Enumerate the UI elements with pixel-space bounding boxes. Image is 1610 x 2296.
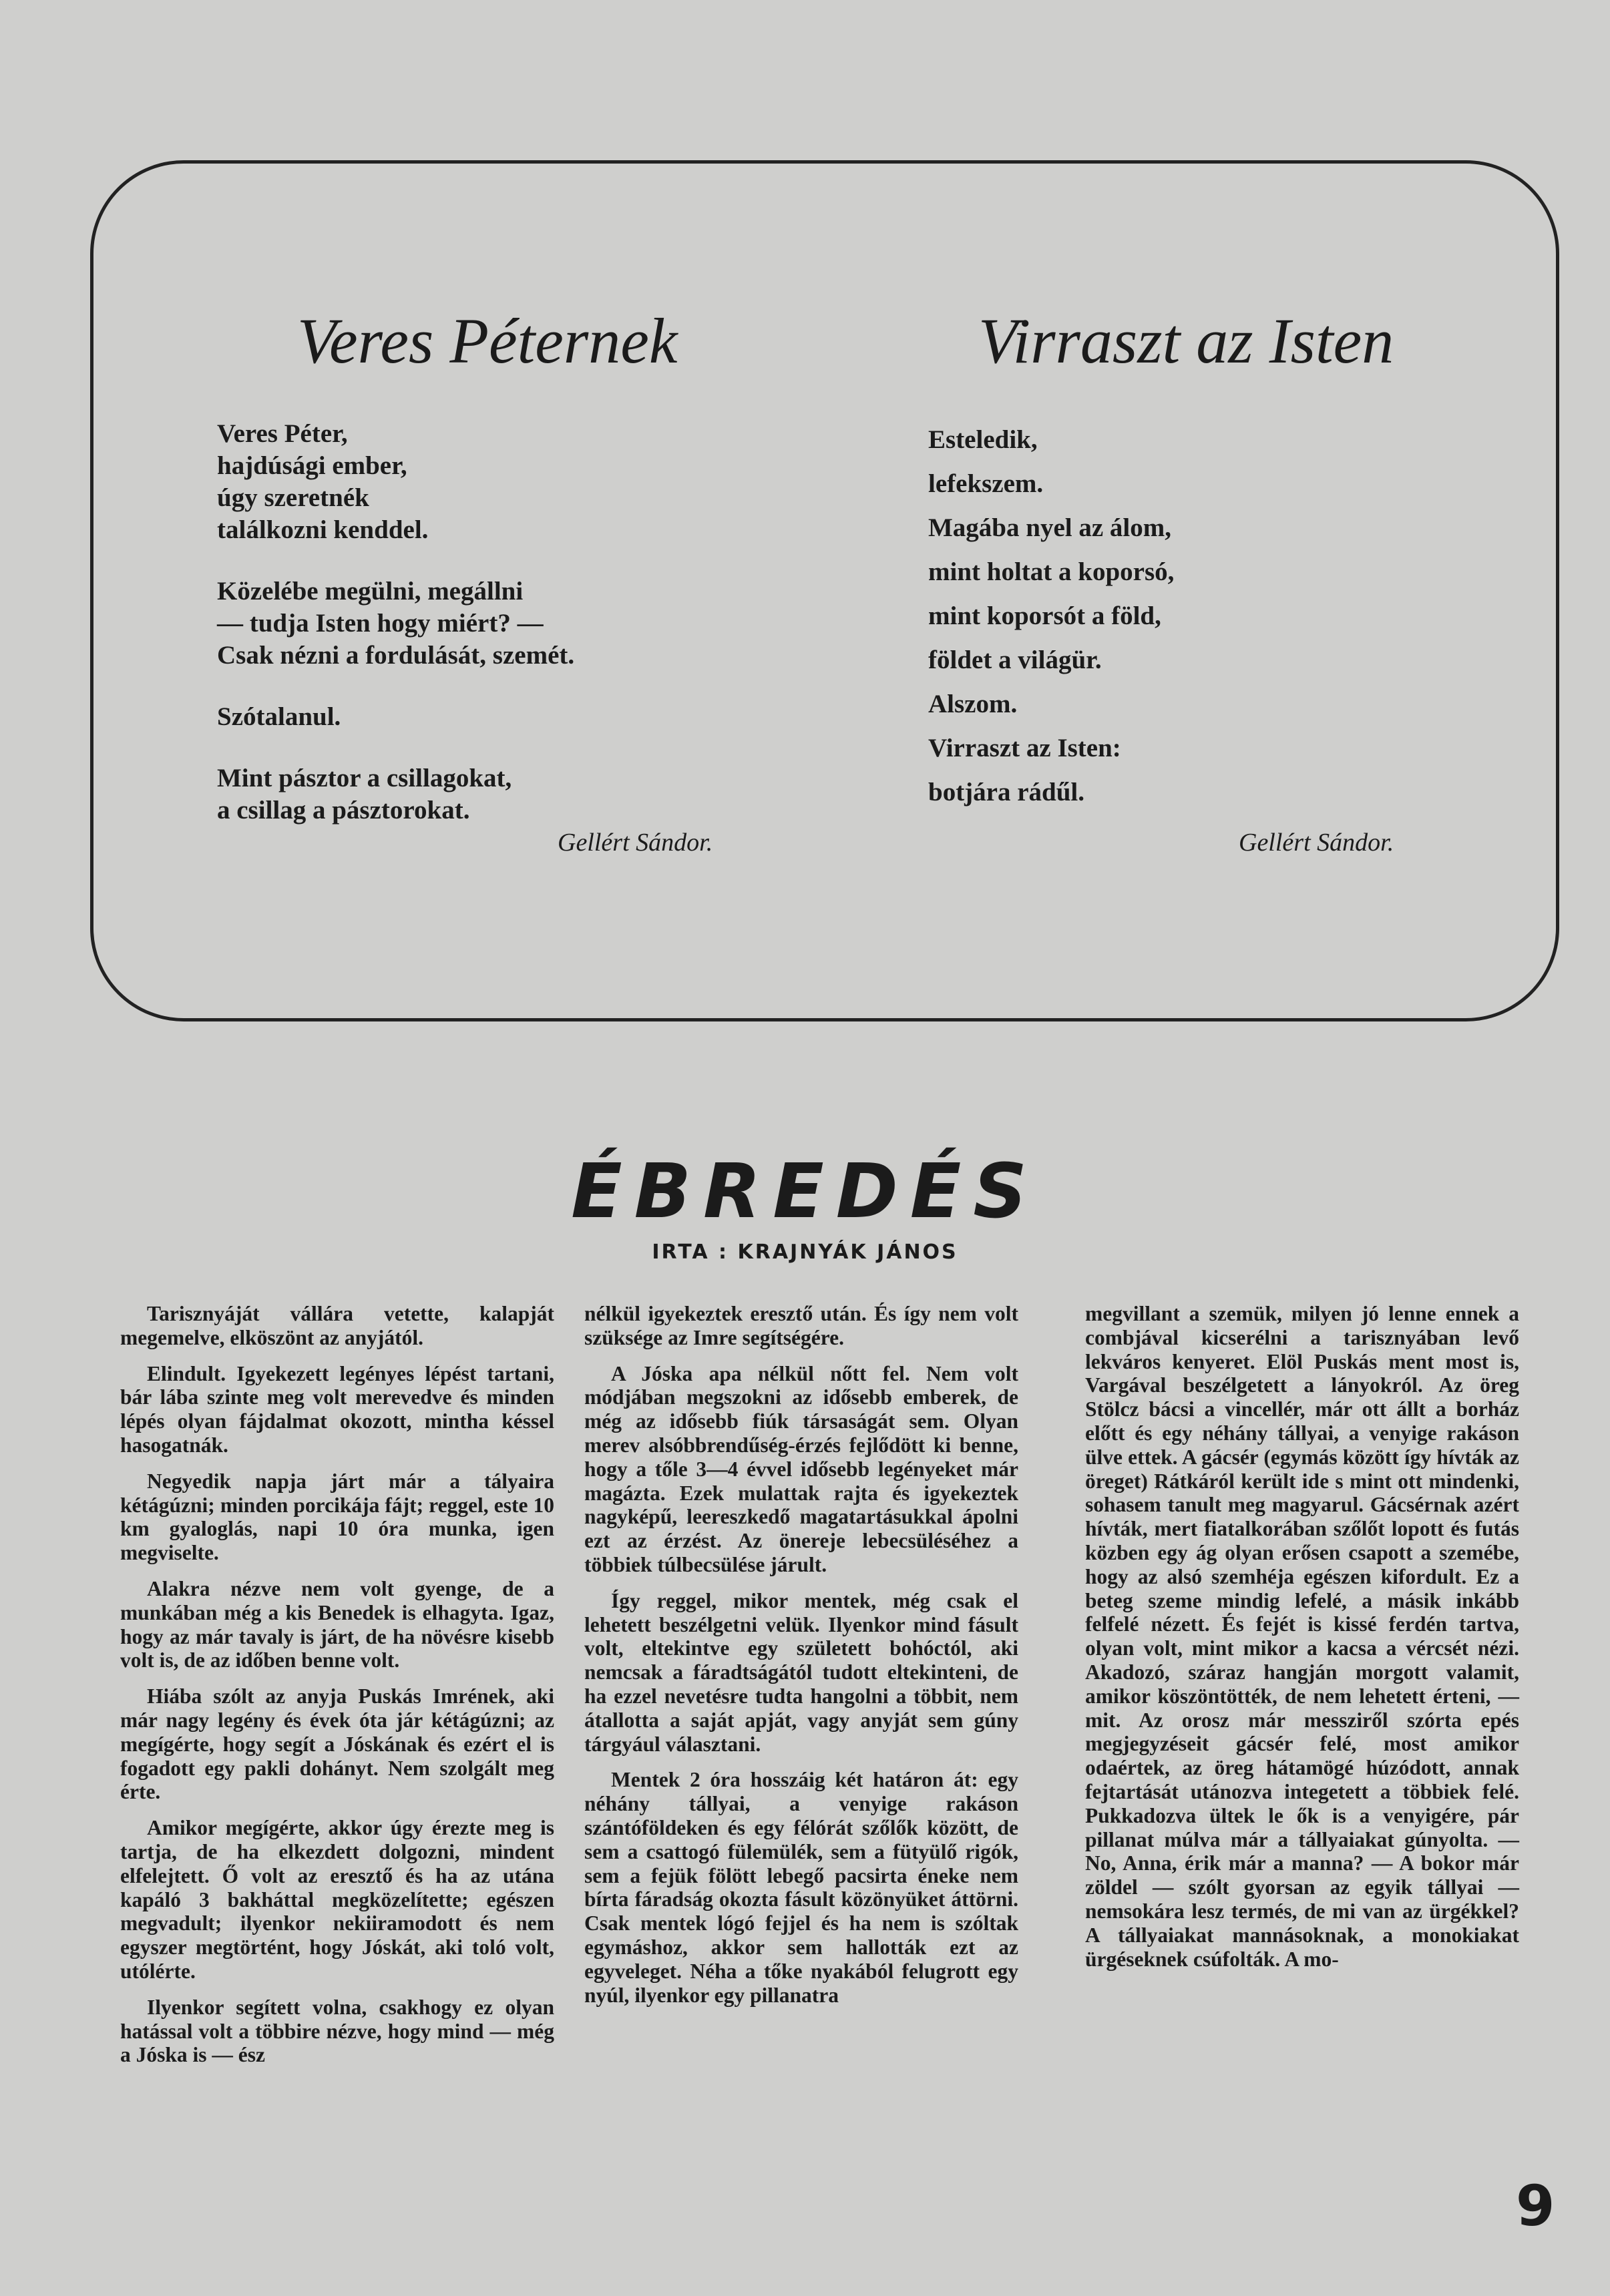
poem-author: Gellért Sándor.: [1239, 829, 1394, 857]
poem-line: Alszom.: [928, 690, 1018, 718]
article-paragraph: Elindult. Igyekezett legényes lépést tartani, bár lába szinte meg volt merevedve és minden lépés olyan fájdalmat okozott, mintha késsel hasogatnák.: [120, 1361, 554, 1457]
poem-title: Veres Péternek: [297, 305, 678, 377]
article-paragraph: Amikor megígérte, akkor úgy érezte meg is tartja, de ha elkezdett dolgozni, mindent elfelejtett. Ő volt az eresztő és ha az utána kapáló 3 bakháttal megközelítette; egészen megvadult; ilyenkor nekiiramodott és nem egyszer megtörtént, hogy Jóskát, aki toló volt, utólérte.: [120, 1816, 554, 1983]
poem-line: lefekszem.: [928, 469, 1044, 498]
article-title: ÉBREDÉS: [571, 1148, 1039, 1235]
poem-stanza: [217, 762, 765, 827]
article-paragraph: nélkül igyekeztek eresztő után. És így nem volt szüksége az Imre segítségére.: [584, 1302, 1018, 1349]
article-byline: IRTA : KRAJNYÁK JÁNOS: [652, 1240, 958, 1264]
poem-line: Esteledik,: [928, 425, 1038, 454]
poem-stanza: [217, 418, 765, 546]
article-paragraph: Negyedik napja járt már a tályaira kétágúzni; minden porcikája fájt; reggel, este 10 km gyaloglás, napi 10 óra munka, igen megviselte.: [120, 1469, 554, 1565]
poem-line: Virraszt az Isten:: [928, 734, 1121, 762]
poem-author: Gellért Sándor.: [558, 829, 713, 857]
article-paragraph: Így reggel, mikor mentek, még csak el lehetett beszélgetni velük. Ilyenkor mind fásult volt, eltekintve egy született bohóctól, aki nemcsak a fáradtságától tudott eltekinteni, de ha ezzel nevetésre tudta hangolni a többit, nem átallotta a saját apját, vagy anyját sem gúny tárgyául választani.: [584, 1588, 1018, 1756]
poem-line: Csak nézni a fordulását, szemét.: [217, 641, 575, 670]
article-column-2: [584, 1302, 1018, 2019]
poem-line: Magába nyel az álom,: [928, 513, 1171, 542]
poem-line: — tudja Isten hogy miért? —: [217, 609, 544, 638]
poem-line: mint koporsót a föld,: [928, 602, 1161, 630]
article-paragraph: Mentek 2 óra hosszáig két határon át: egy néhány tállyai, a venyige rakáson szántóföldeken és egy félórát szőlők között, de sem a csattogó fülemülék, sem a fütyülő rigók, sem a fejük fölött lebegő pacsirta éneke nem bírta fáradság okozta fásult közönyüket áttörni. Csak mentek lógó fejjel és ha nem is szóltak egymáshoz, akkor sem hallották ezt az egyveleget. Néha a tőke nyakából felugrott egy nyúl, ilyenkor egy pillanatra: [584, 1768, 1018, 2007]
poem-line: úgy szeretnék: [217, 483, 369, 512]
page-number: 9: [1516, 2173, 1555, 2239]
article-column-3: [1085, 1302, 1519, 1983]
poem-line: mint holtat a koporsó,: [928, 557, 1175, 586]
article-paragraph: A Jóska apa nélkül nőtt fel. Nem volt módjában megszokni az idősebb emberek, de még az idősebb fiúk társaságát sem. Olyan merev alsóbbrendűség-érzés fejlődött ki benne, hogy a tőle 3—4 évvel idősebb legényeket már magázta. Ezek mulattak rajta és igyekeztek nagyképű, leereszkedő magatartásukkal ápolni ezt az érzést. Az önereje lebecsüléséhez a többiek túlbecsülése járult.: [584, 1361, 1018, 1576]
article-paragraph: Tarisznyáját vállára vetette, kalapját megemelve, elköszönt az anyjától.: [120, 1302, 554, 1349]
poem-line: botjára rádűl.: [928, 778, 1084, 807]
article-paragraph: megvillant a szemük, milyen jó lenne ennek a combjával kicserélni a tarisznyában levő lekváros kenyeret. Elöl Puskás ment most is, Vargával beszélgetett a lányokról. Az öreg Stölcz bácsi a vincellér, már ott állt a borház előtt és egy néhány tállyai, a venyige rakáson ülve ettek. A gácsér (egymás között így hívták az öreget) Rátkáról került ide s mint ott mindenki, sohasem tanult meg magyarul. Gácsérnak azért hívták, mert fiatalkorában szőlőt lopott és futás közben egy ág olyan erősen csapott a szemébe, hogy az alsó szemhéja egészen kifordult. Ez a beteg szeme mindig lefelé, a másik inkább felfelé nézett. És fejét is kissé ferdén tartva, olyan volt, mint mikor a kacsa a vércsét nézi. Akadozó, száraz hangján morgott valamit, amikor köszöntötték, de nem lehetett érteni, — mit. Az orosz már messziről szórta epés megjegyzéseit gácsér felé, most amikor odaértek, az öreg hátamögé húzódott, annak fejtartását utánozva integetett a többiek felé. Pukkadozva ültek le ők is a venyigére, pár pillanat múlva már a tállyaiakat gúnyolta. — No, Anna, érik már a manna? — A bokor már zöldel — szólt gyorsan az egyik tállyai — nemsokára lesz termés, de mi van az ürgékkel? A tállyaiakat mannásoknak, a monokiakat ürgéseknek csúfolták. A mo-: [1085, 1302, 1519, 1971]
poem-stanza: [217, 576, 765, 672]
article-paragraph: Ilyenkor segített volna, csakhogy ez olyan hatással volt a többire nézve, hogy mind — még a Jóska is — ész: [120, 1995, 554, 2067]
poem-stanza: [217, 701, 765, 733]
poem-line: a csillag a pásztorokat.: [217, 796, 470, 825]
poem-line: Veres Péter,: [217, 419, 348, 448]
poem-line: Közelébe megülni, megállni: [217, 577, 524, 606]
article-paragraph: Alakra nézve nem volt gyenge, de a munkában még a kis Benedek is elhagyta. Igaz, hogy az már tavaly is járt, de ha növésre kisebb volt is, de az időben benne volt.: [120, 1576, 554, 1672]
article-column-1: [120, 1302, 554, 2079]
poem-line: Mint pásztor a csillagokat,: [217, 764, 512, 792]
poem-veres-peternek: [217, 304, 765, 856]
article-paragraph: Hiába szólt az anyja Puskás Imrének, aki már nagy legény és évek óta jár kétágúzni; az megígérte, hogy segít a Jóskának és ezért el is fogadott egy pakli dohányt. Nem szolgált meg érte.: [120, 1684, 554, 1804]
poem-line: Szótalanul.: [217, 702, 341, 731]
poem-line: hajdúsági ember,: [217, 451, 407, 480]
poem-virraszt-az-isten: [928, 304, 1462, 857]
poem-line: találkozni kenddel.: [217, 515, 429, 544]
poem-title: Virraszt az Isten: [978, 305, 1394, 377]
poem-stanza: [928, 418, 1462, 815]
poem-line: földet a világür.: [928, 646, 1102, 674]
